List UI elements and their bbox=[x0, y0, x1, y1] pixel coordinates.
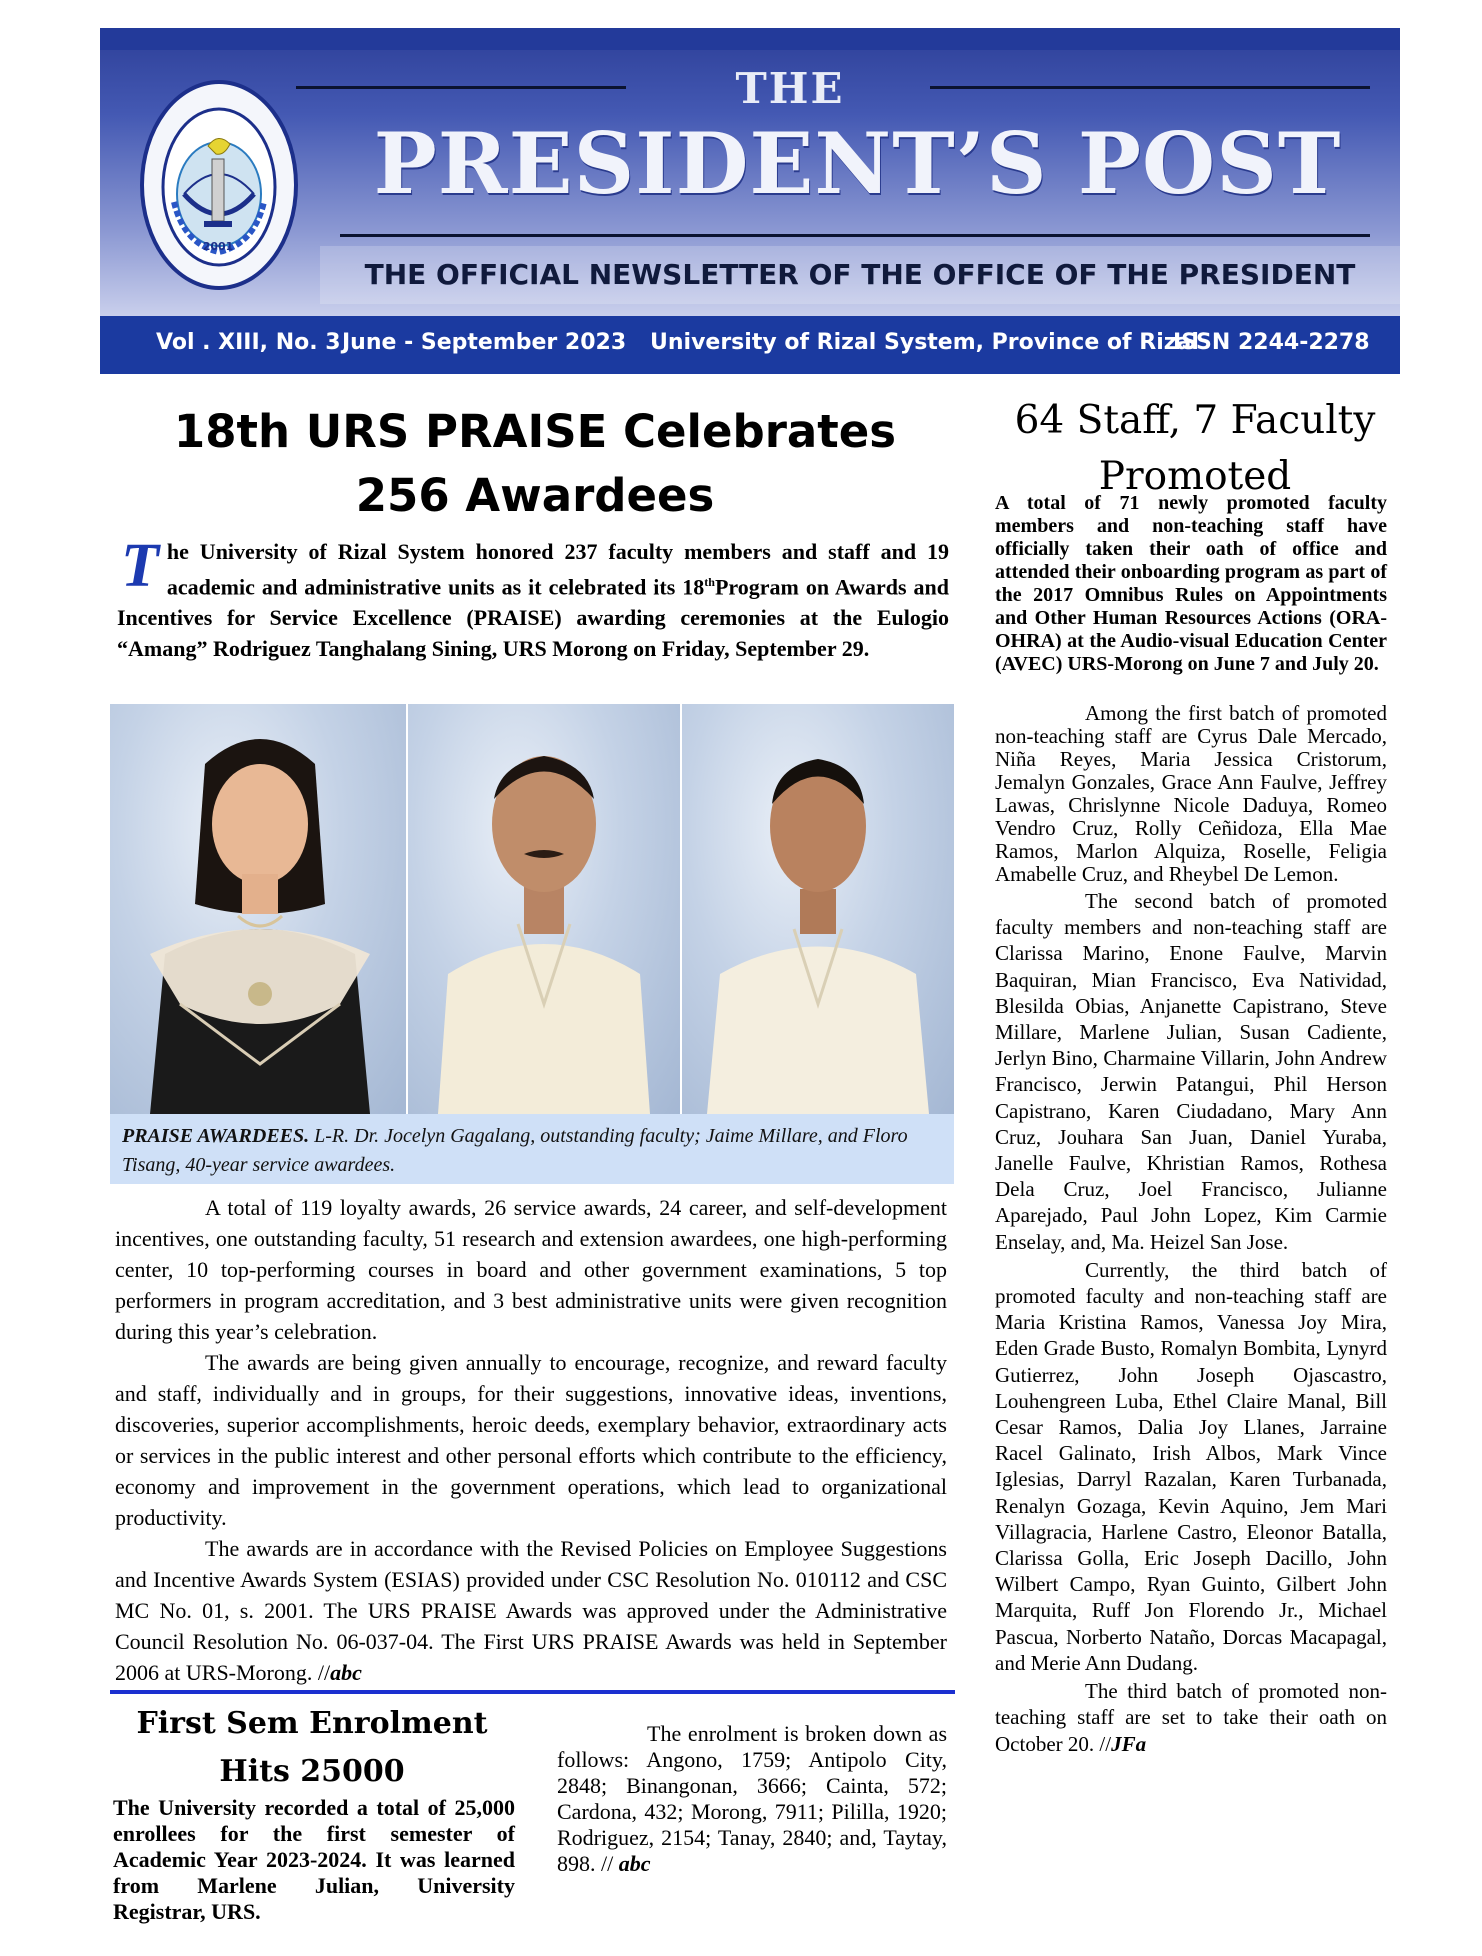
masthead-the: THE bbox=[735, 64, 845, 113]
body-paragraph: Currently, the third batch of promoted faculty and non-teaching staff are Maria Kristina Ramos, Vanessa Joy Mira, Eden Grade Busto, Romalyn Bombita, Lynyrd Gutierrez, John Joseph Ojascastro, Louhengreen Luba, Ethel Claire Manal, Bill Cesar Ramos, Dalia Joy Llanes, Jarraine Racel Galinato, Irish Albos, Mark Vince Iglesias, Darryl Razalan, Karen Turbanada, Renalyn Gozaga, Kevin Aquino, Jem Mari Villagracia, Harlene Castro, Eleonor Batalla, Clarissa Golla, Eric Joseph Dacillo, John Wilbert Campo, Ryan Guinto, Gilbert John Marquita, Ruff Jon Florendo Jr., Michael Pascua, Norberto Nataño, Dorcas Macapagal, and Merie Ann Dudang. bbox=[995, 1257, 1387, 1675]
article-body-promoted bbox=[995, 702, 1387, 1757]
issue-info-bar bbox=[100, 316, 1400, 374]
issue-publisher: University of Rizal System, Province of Rizal bbox=[650, 330, 1199, 355]
paragraph-text: The awards are in accordance with the Revised Policies on Employee Suggestions and Incentive Awards System (ESIAS) provided under CSC Resolution No. 010112 and CSC MC No. 01, s. 2001. The URS PRAISE Awards was approved under the Administrative Council Resolution No. 06-037-04. The First URS PRAISE Awards was held in September 2006 at URS-Morong. // bbox=[115, 1536, 947, 1685]
seal-year: 2001 bbox=[202, 240, 234, 253]
issue-issn: ISSN 2244-2278 bbox=[1173, 330, 1370, 355]
issue-volume: Vol . XIII, No. 3 bbox=[156, 330, 341, 355]
masthead-title: PRESIDENT’S POST bbox=[373, 114, 1342, 213]
headline-line: 64 Staff, 7 Faculty bbox=[1014, 398, 1376, 443]
article-lead-enrolment: The University recorded a total of 25,000 enrollees for the first semester of Academic Year 2023-2024. It was learned from Marlene Julian, University Registrar, URS. bbox=[113, 1795, 515, 1924]
masthead-rule-bottom bbox=[340, 234, 1370, 237]
lead-text-b: Program on Awards and Incentives for Service Excellence (PRAISE) awarding ceremonies at the Eulogio “Amang” Rodriguez Tanghalang Sining, URS Morong on Friday, September 29. bbox=[117, 574, 949, 662]
author-initials: abc bbox=[330, 1660, 362, 1685]
lead-superscript: th bbox=[704, 575, 715, 589]
masthead-top-bar bbox=[100, 28, 1400, 50]
section-divider bbox=[110, 1690, 955, 1694]
headline-line: First Sem Enrolment bbox=[136, 1706, 488, 1741]
drop-cap: T bbox=[121, 532, 159, 600]
article-body-praise bbox=[115, 1192, 947, 1688]
article-body-enrolment bbox=[557, 1721, 947, 1877]
masthead bbox=[100, 28, 1400, 316]
body-paragraph bbox=[115, 1533, 947, 1688]
body-paragraph: Among the first batch of promoted non-teaching staff are Cyrus Dale Mercado, Niña Reyes, Maria Jessica Cristorum, Jemalyn Gonzales, Grace Ann Faulve, Jeffrey Lawas, Chrislynne Nicole Daduya, Romeo Vendro Cruz, Rolly Ceñidoza, Ella Mae Ramos, Marlon Alquiza, Roselle, Feligia Amabelle Cruz, and Rheybel De Lemon. bbox=[995, 701, 1387, 886]
paragraph-text: The third batch of promoted non-teaching staff are set to take their oath on October 20. // bbox=[995, 1679, 1387, 1756]
article-lead-promoted: A total of 71 newly promoted faculty members and non-teaching staff have officially taken their oath of office and attended their onboarding program as part of the 2017 Omnibus Rules on Appointments and Other Human Resources Actions (ORA-OHRA) at the Audio-visual Education Center (AVEC) URS-Morong on June 7 and July 20. bbox=[995, 492, 1387, 675]
article-headline-praise bbox=[110, 400, 960, 528]
masthead-rule-right bbox=[930, 86, 1370, 89]
university-seal-logo bbox=[140, 80, 298, 290]
masthead-subtitle: THE OFFICIAL NEWSLETTER OF THE OFFICE OF THE PRESIDENT bbox=[364, 258, 1356, 291]
author-initials: abc bbox=[618, 1851, 651, 1876]
headline-line: Hits 25000 bbox=[219, 1754, 405, 1789]
lead-text-a: he University of Rizal System honored 237 faculty members and staff and 19 academic and administrative units as it celebrated its 18 bbox=[166, 539, 949, 600]
headline-line: 256 Awardees bbox=[355, 469, 715, 522]
author-initials: JFa bbox=[1111, 1731, 1147, 1756]
paragraph-text: The enrolment is broken down as follows: Angono, 1759; Antipolo City, 2848; Binangonan, 3666; Cainta, 572; Cardona, 432; Morong, 7911; Pililla, 1920; Rodriguez, 2154; Tanay, 2840; and, Taytay, 898. // bbox=[557, 1721, 947, 1876]
portrait-photo-icon bbox=[110, 704, 406, 1114]
article-headline-promoted bbox=[995, 393, 1395, 505]
issue-period: June - September 2023 bbox=[342, 330, 627, 355]
body-paragraph: A total of 119 loyalty awards, 26 service awards, 24 career, and self-development incentives, one outstanding faculty, 51 research and extension awardees, one high-performing center, 10 top-performing courses in board and other government examinations, 5 top performers in program accreditation, and 3 best administrative units were given recognition during this year’s celebration. bbox=[115, 1195, 947, 1344]
awardees-photo bbox=[110, 704, 954, 1114]
portrait-photo-icon bbox=[682, 704, 954, 1114]
body-paragraph bbox=[557, 1721, 947, 1877]
body-paragraph: The second batch of promoted faculty members and non-teaching staff are Clarissa Marino, Enone Faulve, Marvin Baquiran, Mian Francisco, Eva Natividad, Blesilda Obias, Anjanette Capistrano, Steve Millare, Marlene Julian, Susan Cadiente, Jerlyn Bino, Charmaine Villarin, John Andrew Francisco, Jerwin Patangui, Phil Herson Capistrano, Karen Ciudadano, Mary Ann Cruz, Jouhara San Juan, Daniel Yuraba, Janelle Faulve, Khristian Ramos, Rothesa Dela Cruz, Joel Francisco, Julianne Aparejado, Paul John Lopez, Kim Carmie Enselay, and, Ma. Heizel San Jose. bbox=[995, 889, 1387, 1254]
portrait-photo-icon bbox=[408, 704, 680, 1114]
article-lead-praise bbox=[117, 532, 949, 664]
body-paragraph bbox=[995, 1678, 1387, 1757]
caption-label: PRAISE AWARDEES. bbox=[122, 1125, 310, 1147]
photo-caption bbox=[110, 1114, 954, 1184]
seal-emblem-icon bbox=[144, 84, 298, 290]
body-paragraph: The awards are being given annually to encourage, recognize, and reward faculty and staff, individually and in groups, for their suggestions, innovative ideas, inventions, discoveries, superior accomplishments, heroic deeds, exemplary behavior, extraordinary acts or services in the public interest and other personal efforts which contribute to the efficiency, economy and improvement in the government operations, which lead to organizational productivity. bbox=[115, 1350, 947, 1530]
article-headline-enrolment bbox=[112, 1700, 512, 1796]
masthead-rule-left bbox=[296, 86, 626, 89]
headline-line: 18th URS PRAISE Celebrates bbox=[173, 405, 897, 458]
caption-text: L-R. Dr. Jocelyn Gagalang, outstanding faculty; Jaime Millare, and Floro Tisang, 40-year service awardees. bbox=[122, 1125, 908, 1176]
headline-line: Promoted bbox=[1098, 454, 1292, 499]
